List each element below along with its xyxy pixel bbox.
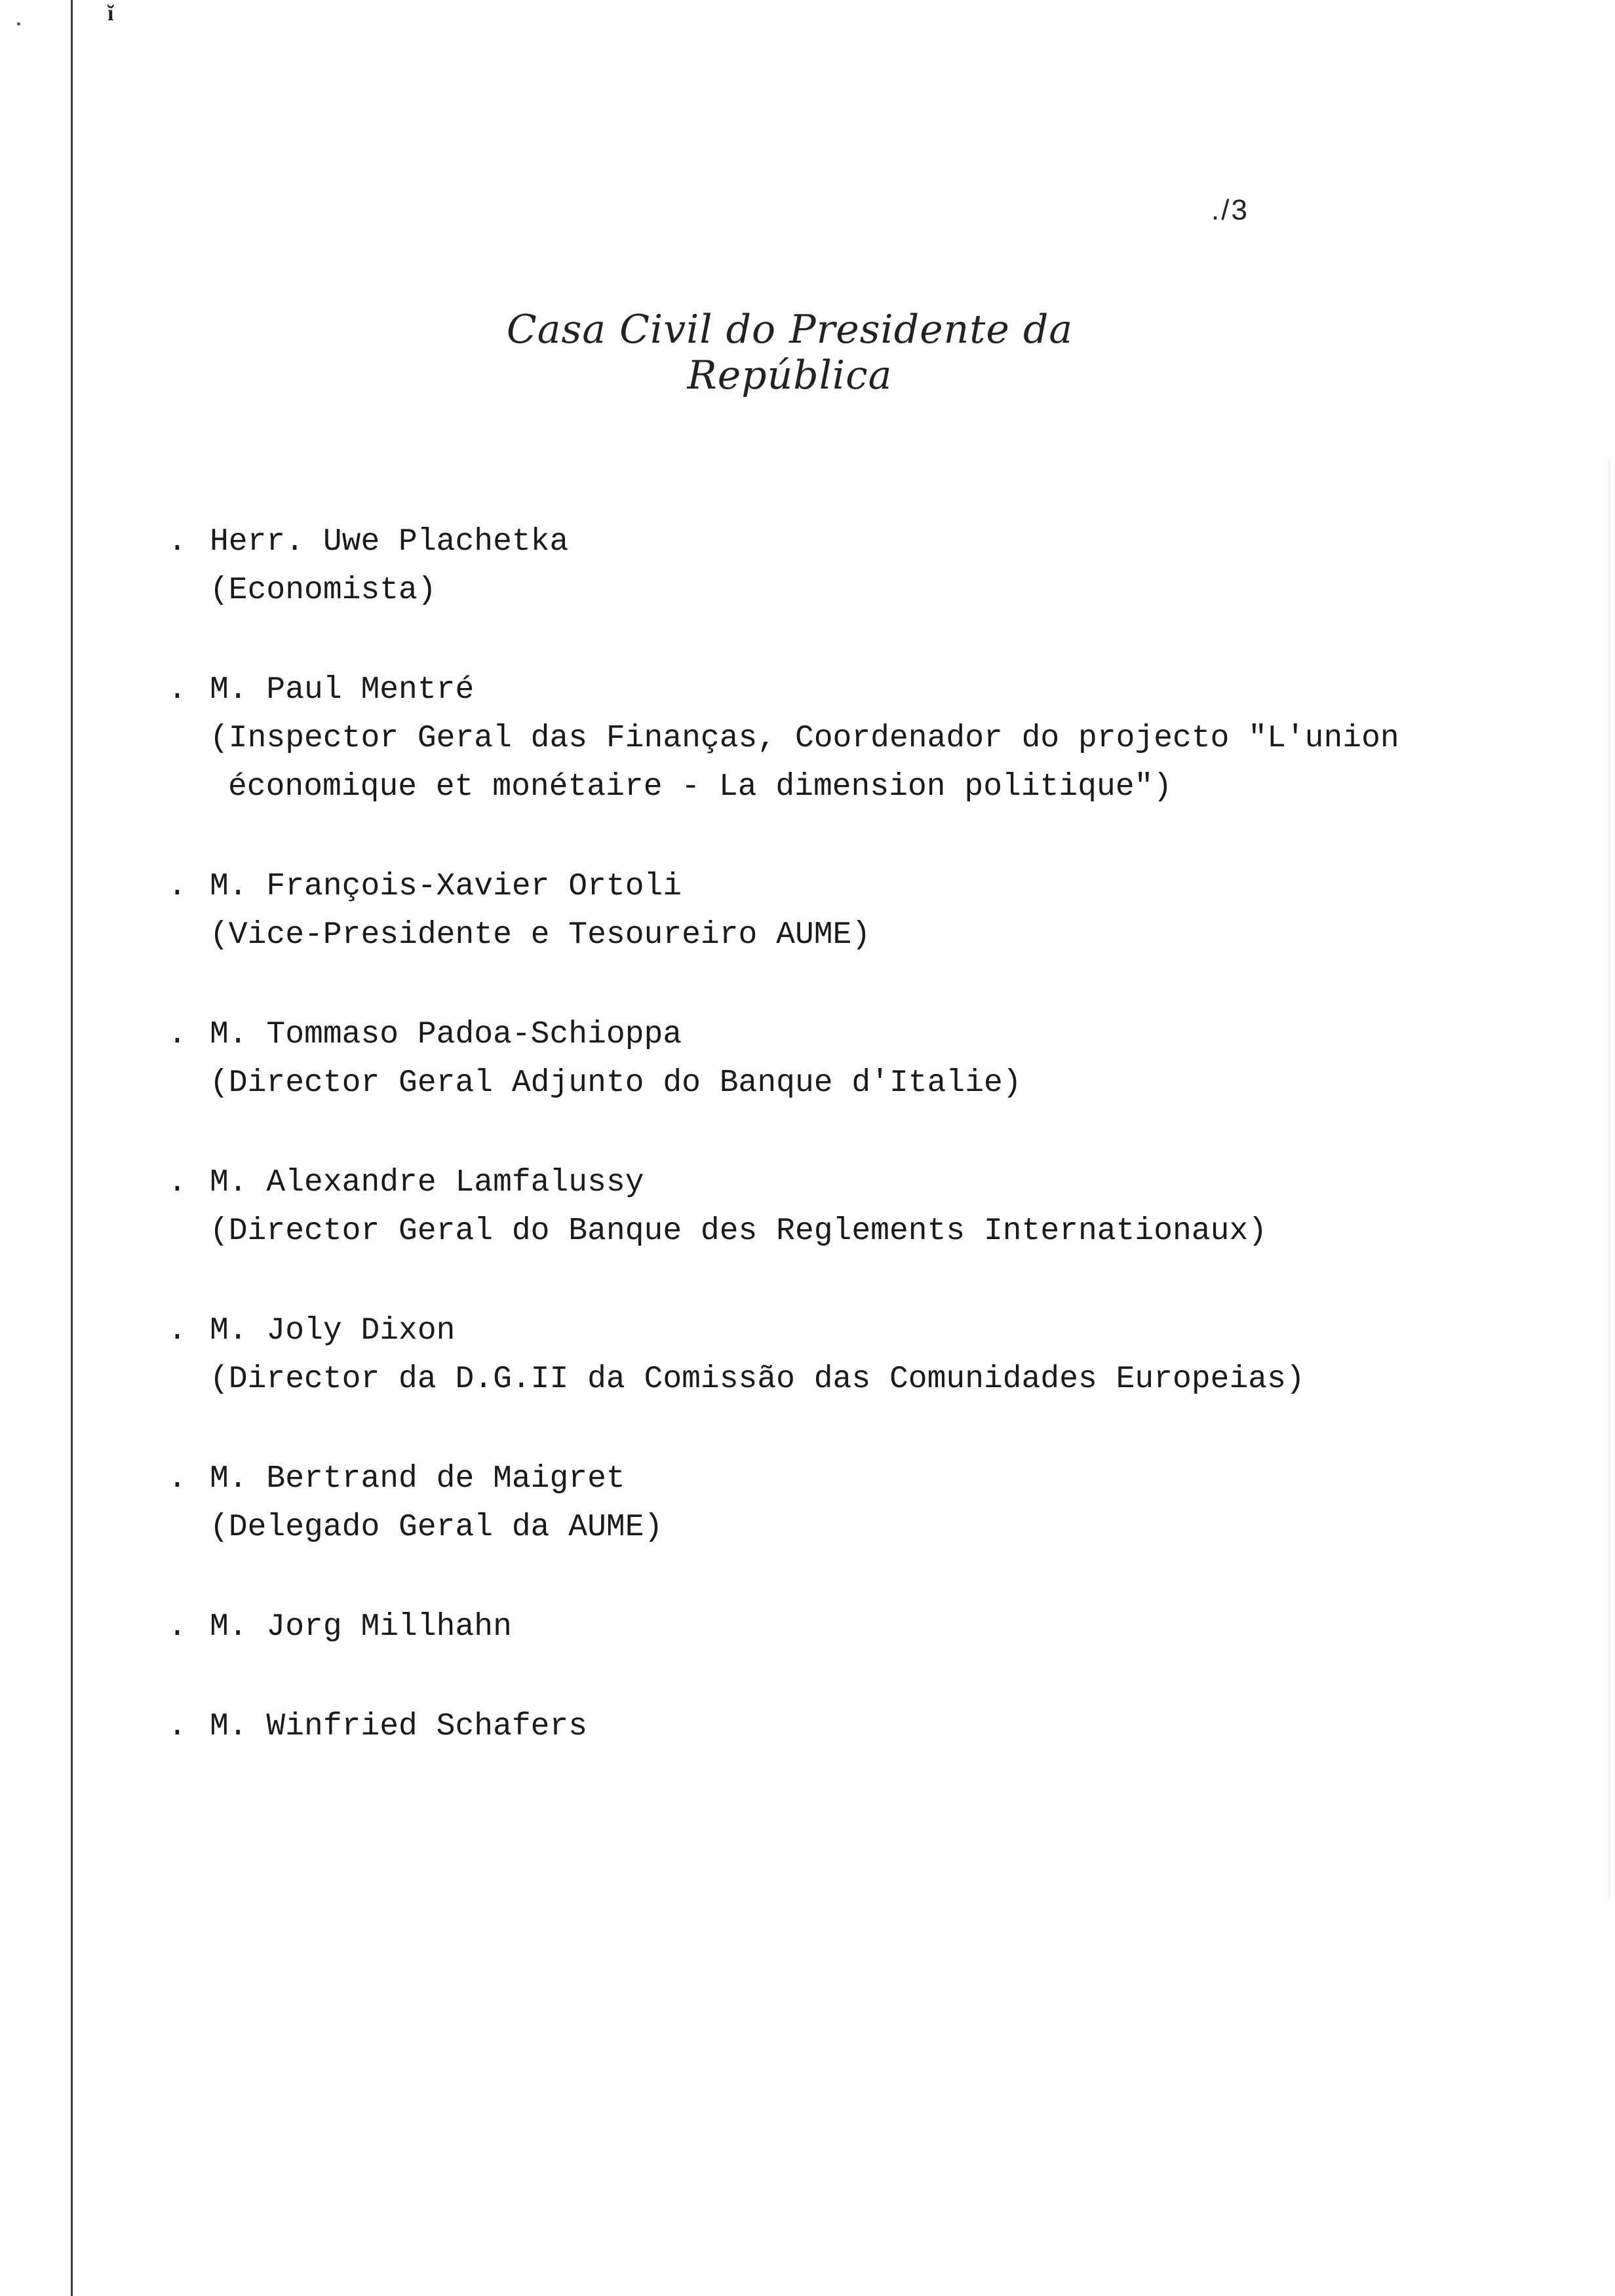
attendee-role: (Inspector Geral das Finanças, Coordenador do projecto "L'union bbox=[210, 721, 1399, 756]
attendee-item bbox=[168, 862, 1511, 959]
bullet: . bbox=[168, 1165, 187, 1200]
attendee-item bbox=[168, 1455, 1511, 1552]
attendee-role-continued: économique et monétaire - La dimension politique") bbox=[228, 769, 1173, 805]
attendee-name: M. Jorg Millhahn bbox=[210, 1609, 512, 1645]
attendee-list bbox=[168, 518, 1511, 1802]
attendee-name: M. Winfried Schafers bbox=[210, 1709, 588, 1744]
bullet: . bbox=[168, 869, 187, 904]
corner-mark: ĭ bbox=[107, 1, 114, 26]
attendee-name: M. Paul Mentré bbox=[210, 672, 475, 708]
attendee-name: M. François-Xavier Ortoli bbox=[210, 869, 682, 904]
scan-speck bbox=[17, 22, 20, 26]
attendee-role: (Director Geral Adjunto do Banque d'Italie) bbox=[210, 1065, 1022, 1101]
bullet: . bbox=[168, 1609, 187, 1645]
attendee-name: Herr. Uwe Plachetka bbox=[210, 524, 569, 560]
letterhead: Casa Civil do Presidente da República bbox=[506, 307, 1074, 398]
attendee-name: M. Joly Dixon bbox=[210, 1313, 456, 1349]
attendee-item bbox=[168, 1158, 1511, 1255]
attendee-item bbox=[168, 1307, 1511, 1404]
bullet: . bbox=[168, 1709, 187, 1744]
attendee-item bbox=[168, 1603, 1511, 1651]
scan-right-edge bbox=[1609, 459, 1610, 1900]
attendee-name: M. Bertrand de Maigret bbox=[210, 1461, 625, 1497]
attendee-item bbox=[168, 1010, 1511, 1107]
attendee-role: (Director da D.G.II da Comissão das Comunidades Europeias) bbox=[210, 1362, 1305, 1397]
attendee-role: (Economista) bbox=[210, 573, 437, 608]
attendee-item bbox=[168, 666, 1511, 811]
attendee-item bbox=[168, 518, 1511, 615]
bullet: . bbox=[168, 1461, 187, 1497]
attendee-role: (Director Geral do Banque des Reglements Internationaux) bbox=[210, 1214, 1268, 1249]
bullet: . bbox=[168, 1017, 187, 1052]
bullet: . bbox=[168, 1313, 187, 1349]
attendee-item bbox=[168, 1702, 1511, 1751]
bullet: . bbox=[168, 524, 187, 560]
scan-binding-edge bbox=[71, 0, 73, 2296]
page-reference: ./3 bbox=[1211, 194, 1249, 226]
attendee-role: (Vice-Presidente e Tesoureiro AUME) bbox=[210, 917, 871, 953]
attendee-role: (Delegado Geral da AUME) bbox=[210, 1510, 663, 1545]
attendee-name: M. Tommaso Padoa-Schioppa bbox=[210, 1017, 682, 1052]
attendee-name: M. Alexandre Lamfalussy bbox=[210, 1165, 644, 1200]
bullet: . bbox=[168, 672, 187, 708]
